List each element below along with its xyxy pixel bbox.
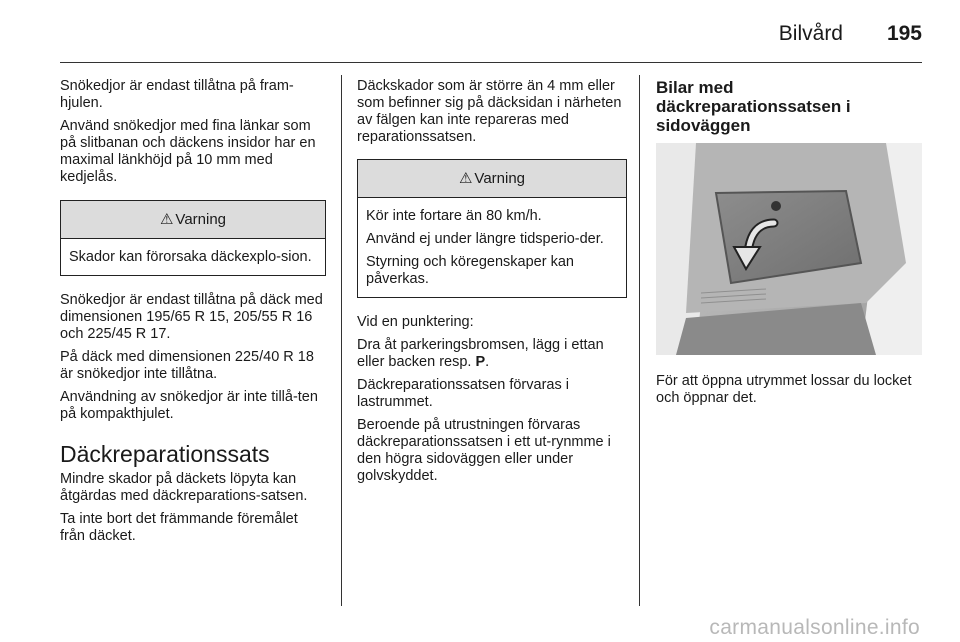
paragraph: Däckskador som är större än 4 mm eller som befinner sig på däcksidan i närheten av fälgen kan inte repareras med reparationssatsen. xyxy=(357,78,622,145)
paragraph: Använd snökedjor med fina länkar som på slitbanan och däckens insidor har en maximal länkhöjd på 10 mm med kedjelås. xyxy=(60,118,316,185)
middle-column xyxy=(357,78,627,491)
paragraph: Beroende på utrustningen förvaras däckreparationssatsen i ett ut-rynmme i den högra sidoväggen eller under golvskyddet. xyxy=(357,417,611,484)
paragraph: På däck med dimensionen 225/40 R 18 är snökedjor inte tillåtna. xyxy=(60,349,314,382)
paragraph: Snökedjor är endast tillåtna på fram-hjulen. xyxy=(60,78,294,111)
warning-item: Kör inte fortare än 80 km/h. xyxy=(366,208,542,224)
gear-position-p: P xyxy=(475,354,486,370)
paragraph: Snökedjor är endast tillåtna på däck med dimensionen 195/65 R 15, 205/55 R 16 och 225/45 R 17. xyxy=(60,292,323,342)
warning-item: Styrning och köregenskaper kan påverkas. xyxy=(366,254,574,287)
paragraph: Dra åt parkeringsbromsen, lägg i ettan eller backen resp. P. xyxy=(357,337,604,370)
header-chapter: Bilvård xyxy=(778,22,843,45)
warning-header xyxy=(358,160,626,198)
warning-box xyxy=(60,200,326,276)
section-title: Däckreparationssats xyxy=(60,441,270,467)
header-rule xyxy=(60,62,922,63)
subheading: Bilar med däckreparationssatsen i sidoväggen xyxy=(656,78,851,135)
trunk-side-wall-cover-photo xyxy=(656,143,922,355)
paragraph: För att öppna utrymmet lossar du locket och öppnar det. xyxy=(656,373,912,406)
warning-text: Skador kan förorsaka däckexplo-sion. xyxy=(69,249,312,265)
right-column xyxy=(656,78,922,413)
paragraph: Ta inte bort det främmande föremålet från däcket. xyxy=(60,511,298,544)
warning-box xyxy=(357,159,627,298)
warning-title: Varning xyxy=(175,211,227,228)
warning-item: Använd ej under längre tidsperio-der. xyxy=(366,231,604,247)
warning-body xyxy=(61,239,325,275)
warning-triangle-icon: ⚠ xyxy=(159,211,174,228)
warning-triangle-icon: ⚠ xyxy=(458,170,473,187)
warning-title: Varning xyxy=(474,170,526,187)
warning-header xyxy=(61,201,325,239)
paragraph: Däckreparationssatsen förvaras i lastrummet. xyxy=(357,377,569,410)
column-divider-right xyxy=(639,75,640,606)
page-number: 195 xyxy=(886,22,922,45)
warning-body xyxy=(358,198,626,297)
watermark: carmanualsonline.info xyxy=(709,616,920,639)
paragraph: Mindre skador på däckets löpyta kan åtgärdas med däckreparations-satsen. xyxy=(60,471,308,504)
paragraph: Vid en punktering: xyxy=(357,314,474,330)
left-column xyxy=(60,78,326,551)
paragraph: Användning av snökedjor är inte tillå-ten på kompakthjulet. xyxy=(60,389,318,422)
column-divider-left xyxy=(341,75,342,606)
